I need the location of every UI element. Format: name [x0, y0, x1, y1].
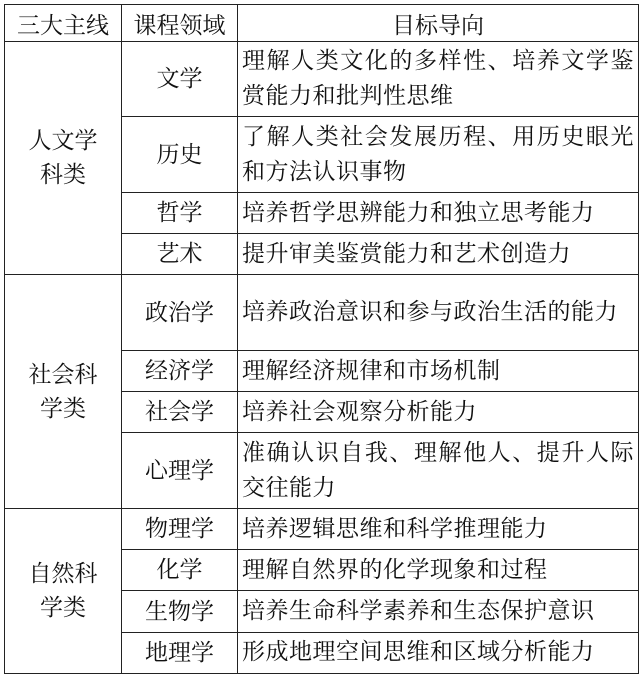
table-row — [5, 42, 639, 117]
goal-cell: 培养哲学思辨能力和独立思考能力 — [238, 192, 639, 233]
goal-cell: 准确认识自我、理解他人、提升人际交往能力 — [238, 433, 639, 508]
course-domain-cell: 物理学 — [122, 508, 238, 549]
goal-cell: 培养逻辑思维和科学推理能力 — [238, 508, 639, 549]
course-domain-cell: 社会学 — [122, 392, 238, 433]
goal-cell: 培养社会观察分析能力 — [238, 392, 639, 433]
course-domain-cell: 文学 — [122, 42, 238, 117]
header-main-line: 三大主线 — [5, 5, 122, 42]
course-domain-cell: 心理学 — [122, 433, 238, 508]
table-row — [5, 275, 639, 350]
course-domain-cell: 哲学 — [122, 192, 238, 233]
header-row — [5, 5, 639, 42]
main-line-label: 人文学科类 — [28, 128, 98, 189]
goal-cell: 培养生命科学素养和生态保护意识 — [238, 591, 639, 632]
course-domain-cell: 艺术 — [122, 234, 238, 275]
main-line-cell — [5, 42, 122, 275]
course-domain-cell: 政治学 — [122, 275, 238, 350]
curriculum-table — [4, 4, 639, 674]
course-domain-cell: 化学 — [122, 550, 238, 591]
main-line-cell — [5, 275, 122, 508]
goal-cell: 培养政治意识和参与政治生活的能力 — [238, 275, 639, 350]
course-domain-cell: 历史 — [122, 117, 238, 192]
table-row — [5, 508, 639, 549]
goal-cell: 理解自然界的化学现象和过程 — [238, 550, 639, 591]
course-domain-cell: 经济学 — [122, 350, 238, 391]
goal-cell: 了解人类社会发展历程、用历史眼光和方法认识事物 — [238, 117, 639, 192]
main-line-label: 自然科学类 — [28, 560, 98, 621]
header-course-domain: 课程领域 — [122, 5, 238, 42]
header-goal-orientation: 目标导向 — [238, 5, 639, 42]
goal-cell: 形成地理空间思维和区域分析能力 — [238, 632, 639, 673]
main-line-cell — [5, 508, 122, 673]
course-domain-cell: 生物学 — [122, 591, 238, 632]
course-domain-cell: 地理学 — [122, 632, 238, 673]
goal-cell: 理解人类文化的多样性、培养文学鉴赏能力和批判性思维 — [238, 42, 639, 117]
goal-cell: 提升审美鉴赏能力和艺术创造力 — [238, 234, 639, 275]
main-line-label: 社会科学类 — [28, 361, 98, 422]
goal-cell: 理解经济规律和市场机制 — [238, 350, 639, 391]
